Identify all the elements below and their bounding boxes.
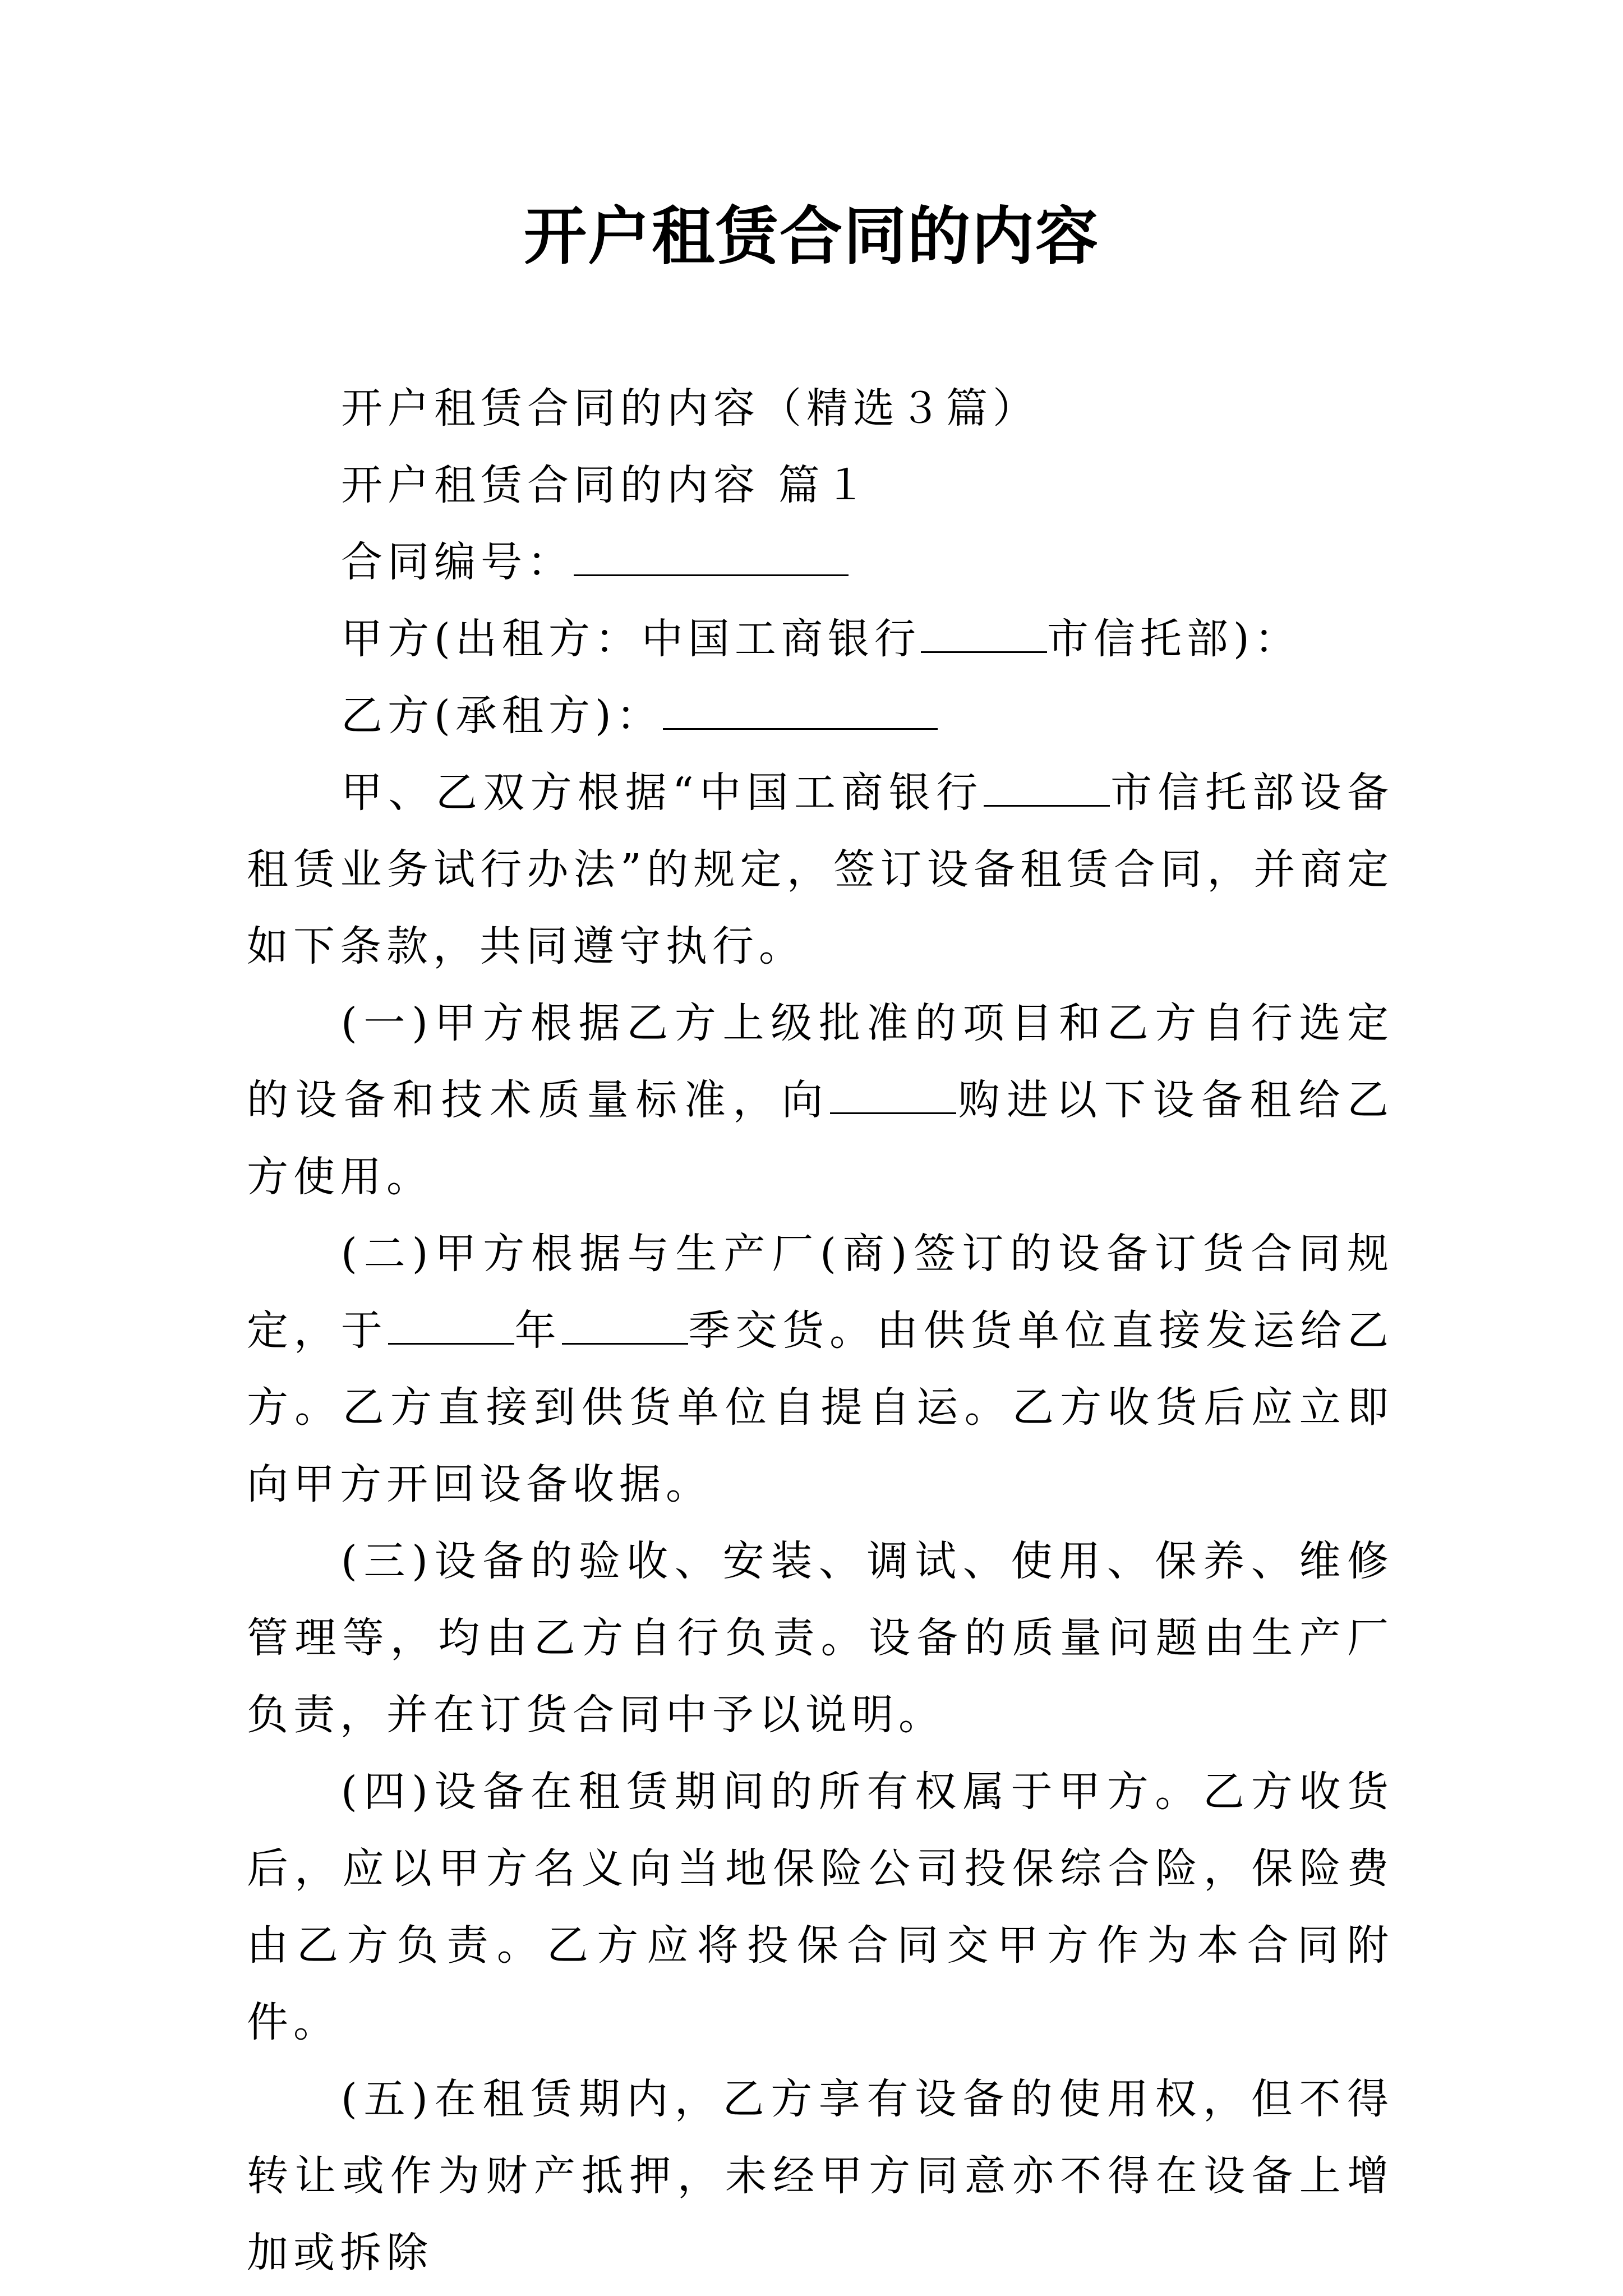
clause-2-quarter-blank <box>562 1305 688 1345</box>
party-a-line <box>247 601 1394 678</box>
clause-2-year-blank <box>388 1305 514 1345</box>
clause-2-text-3: 季交货。由供货单位直接发运给乙方。乙方直接到供货单位自提自运。乙方收货后应立即向甲方开回设备收据。 <box>247 1306 1394 1508</box>
party-b-blank <box>663 691 938 730</box>
clause-1-text-1: (一)甲方根据乙方上级批准的项目和乙方自行选定的设备和技术质量标准，向 <box>247 999 1394 1124</box>
clause-4: (四)设备在租赁期间的所有权属于甲方。乙方收货后，应以甲方名义向当地保险公司投保综合险，保险费由乙方负责。乙方应将投保合同交甲方作为本合同附件。 <box>247 1768 1394 2046</box>
clause-2-text-2: 年 <box>514 1306 562 1355</box>
party-b-label: 乙方(承租方)： <box>341 692 663 740</box>
intro-text-2: 市信托部设备租赁业务试行办法”的规定，签订设备租赁合同，并商定如下条款，共同遵守执行。 <box>247 769 1394 970</box>
subtitle-line: 开户租赁合同的内容（精选３篇） <box>341 384 1039 432</box>
intro-paragraph <box>247 754 1394 985</box>
contract-number-line <box>247 524 1394 601</box>
contract-number-label: 合同编号： <box>341 538 574 586</box>
party-a-suffix: 市信托部)： <box>1046 615 1301 663</box>
clause-1-blank <box>830 1075 956 1114</box>
section-heading: 开户租赁合同的内容 篇１ <box>341 461 872 509</box>
clause-3: (三)设备的验收、安装、调试、使用、保养、维修管理等，均由乙方自行负责。设备的质量问题由生产厂负责，并在订货合同中予以说明。 <box>247 1537 1394 1739</box>
intro-text-1: 甲、乙双方根据“中国工商银行 <box>341 769 984 817</box>
clause-2 <box>247 1216 1394 1523</box>
party-b-line <box>247 678 1394 754</box>
intro-city-blank <box>984 767 1110 807</box>
party-a-prefix: 甲方(出租方：中国工商银行 <box>341 615 921 663</box>
document-title: 开户租赁合同的内容 <box>524 200 1099 273</box>
document-body <box>247 370 1394 2292</box>
clause-2-text-1: (二)甲方根据与生产厂(商)签订的设备订货合同规定，于 <box>247 1230 1394 1355</box>
clause-5: (五)在租赁期内，乙方享有设备的使用权，但不得转让或作为财产抵押，未经甲方同意亦不得在设备上增加或拆除 <box>247 2075 1394 2277</box>
contract-number-blank <box>574 537 849 576</box>
clause-1 <box>247 985 1394 1216</box>
party-a-city-blank <box>921 614 1047 653</box>
clause-1-text-2: 购进以下设备租给乙方使用。 <box>247 1076 1394 1201</box>
